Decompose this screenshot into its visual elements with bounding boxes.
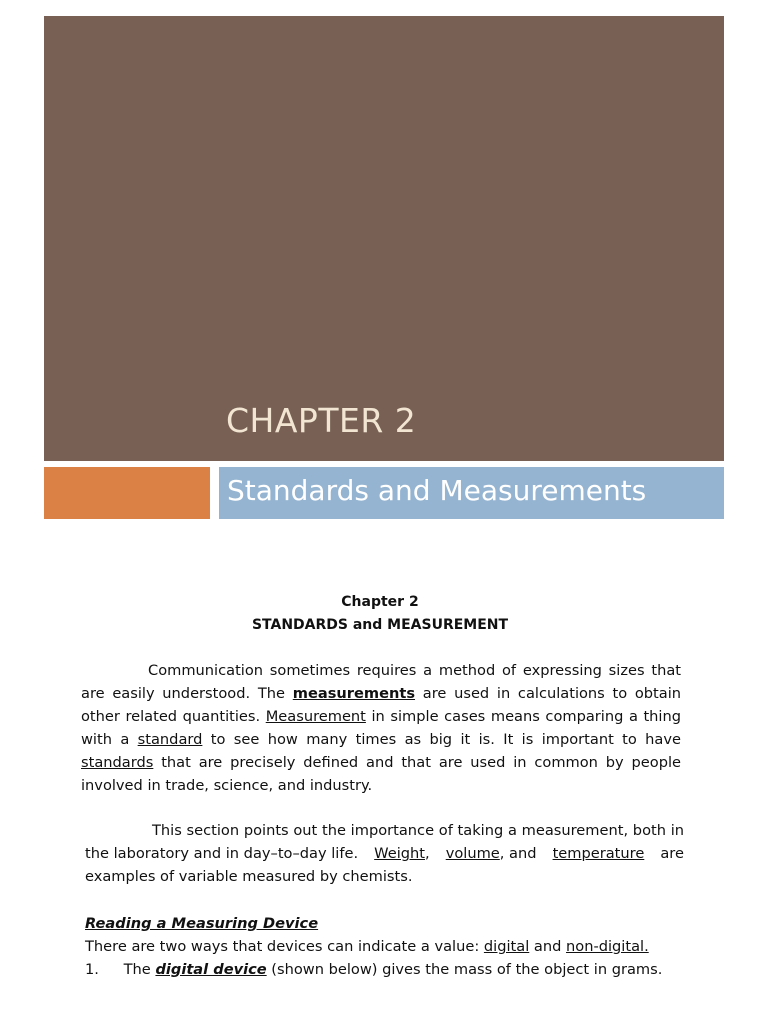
p1-l4-a: with a — [81, 731, 130, 748]
p1-l2-a: are easily understood. The — [81, 685, 286, 702]
p1-l3-c: in simple cases means comparing a thing — [371, 708, 681, 725]
keyword-volume: volume — [445, 845, 500, 862]
subtitle-text: Standards and Measurements — [227, 474, 647, 507]
p2-l1-text: This section points out the importance of taking a measurement, both in — [152, 822, 684, 839]
keyword-standard: standard — [137, 731, 203, 748]
p1-l2-c: are used in calculations to obtain — [422, 685, 682, 702]
list-item-the: The — [123, 961, 151, 978]
paragraph-1-line-5 — [81, 756, 681, 771]
p2-l2-comma: , — [425, 845, 430, 862]
list-item-1 — [85, 963, 662, 978]
section-line-1 — [85, 940, 649, 955]
paragraph-1-line-3 — [81, 710, 681, 725]
paragraph-1-line-4 — [81, 733, 681, 748]
p1-l4-c: to see how many times as big it is. It is important to have — [210, 731, 681, 748]
paragraph-1-line-1 — [148, 664, 681, 679]
keyword-digital: digital — [483, 938, 530, 955]
section-l1-a: There are two ways that devices can indicate a value: — [85, 938, 480, 955]
document-heading-chapter: Chapter 2 — [341, 594, 419, 610]
paragraph-1-line-1-text: Communication sometimes requires a method of expressing sizes that — [148, 662, 681, 679]
p2-l2-and: , and — [499, 845, 537, 862]
orange-accent-block — [44, 467, 210, 519]
keyword-measurement: Measurement — [265, 708, 366, 725]
document-heading-title: STANDARDS and MEASUREMENT — [251, 617, 509, 633]
keyword-temperature: temperature — [552, 845, 645, 862]
keyword-digital-device: digital device — [155, 961, 267, 978]
paragraph-2-line-2 — [85, 847, 684, 862]
paragraph-2-line-1 — [152, 824, 684, 839]
p1-l3-a: other related quantities. — [81, 708, 261, 725]
keyword-non-digital: non-digital. — [566, 938, 649, 955]
keyword-weight: Weight — [374, 845, 426, 862]
chapter-label: CHAPTER 2 — [226, 401, 417, 440]
paragraph-1-line-6: involved in trade, science, and industry. — [81, 777, 373, 794]
p1-l5-b: that are precisely defined and that are used in common by people — [161, 754, 681, 771]
keyword-standards: standards — [81, 754, 154, 771]
cover-block — [44, 16, 724, 461]
keyword-measurements: measurements — [292, 685, 416, 702]
paragraph-1-line-2 — [81, 687, 681, 702]
section-l1-and: and — [533, 938, 562, 955]
list-item-rest: (shown below) gives the mass of the object in grams. — [271, 961, 663, 978]
section-title: Reading a Measuring Device — [85, 915, 319, 932]
subtitle-band — [219, 467, 724, 519]
list-item-number: 1. — [85, 961, 99, 978]
p2-l2-are: are — [660, 845, 684, 862]
p2-l2-a: the laboratory and in day–to–day life. — [85, 845, 359, 862]
paragraph-2-line-3: examples of variable measured by chemists. — [85, 868, 413, 885]
